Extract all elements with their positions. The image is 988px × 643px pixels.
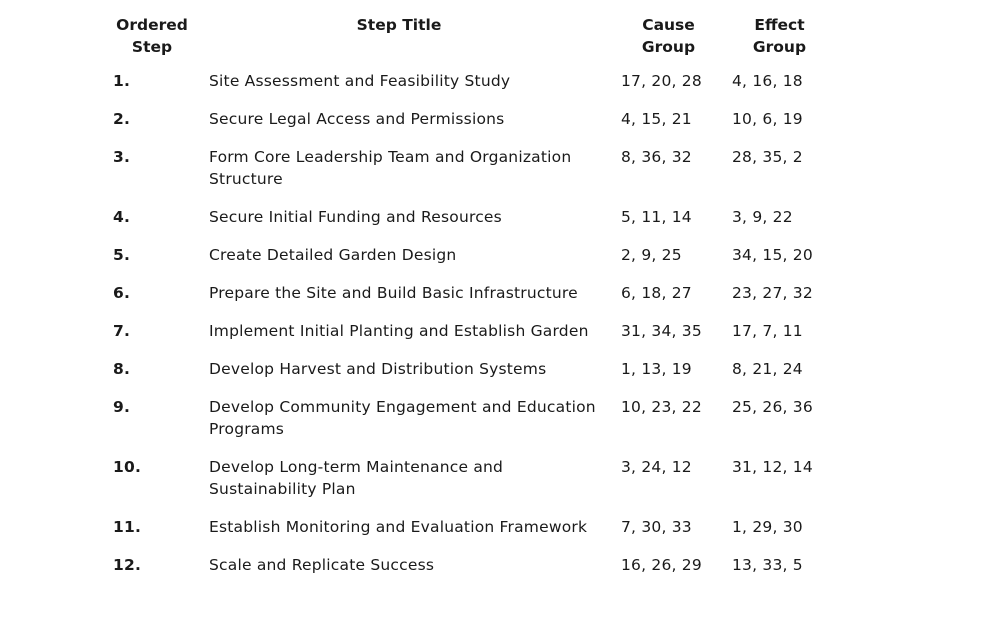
step-title-cell: Develop Long-term Maintenance and Sustainability Plan bbox=[209, 458, 504, 498]
cause-group-cell: 5, 11, 14 bbox=[621, 208, 692, 226]
header-effect-group-line-1: Effect bbox=[754, 16, 805, 34]
header-cause-group bbox=[613, 14, 724, 70]
header-effect-group bbox=[724, 14, 835, 70]
table-row bbox=[103, 206, 835, 244]
header-row bbox=[103, 14, 835, 70]
table-row bbox=[103, 70, 835, 108]
header-cause-group-line-1: Cause bbox=[642, 16, 695, 34]
ordered-step-cell: 4. bbox=[113, 208, 131, 226]
table-body bbox=[103, 70, 835, 592]
effect-group-cell: 3, 9, 22 bbox=[732, 208, 793, 226]
step-title-cell: Implement Initial Planting and Establish Garden bbox=[209, 322, 589, 340]
ordered-step-cell: 3. bbox=[113, 148, 131, 166]
step-title-cell: Create Detailed Garden Design bbox=[209, 246, 457, 264]
step-title-cell: Form Core Leadership Team and Organization Structure bbox=[209, 148, 572, 188]
step-title-cell: Establish Monitoring and Evaluation Framework bbox=[209, 518, 588, 536]
effect-group-cell: 31, 12, 14 bbox=[732, 458, 813, 476]
cause-group-cell: 1, 13, 19 bbox=[621, 360, 692, 378]
ordered-step-cell: 11. bbox=[113, 518, 142, 536]
header-step-title: Step Title bbox=[356, 16, 442, 34]
step-title-cell: Site Assessment and Feasibility Study bbox=[209, 72, 511, 90]
effect-group-cell: 1, 29, 30 bbox=[732, 518, 803, 536]
steps-table bbox=[103, 14, 835, 592]
table-row bbox=[103, 282, 835, 320]
table-row bbox=[103, 358, 835, 396]
table-row bbox=[103, 396, 835, 456]
ordered-step-cell: 5. bbox=[113, 246, 131, 264]
effect-group-cell: 8, 21, 24 bbox=[732, 360, 803, 378]
step-title-cell: Secure Legal Access and Permissions bbox=[209, 110, 505, 128]
cause-group-cell: 31, 34, 35 bbox=[621, 322, 702, 340]
cause-group-cell: 6, 18, 27 bbox=[621, 284, 692, 302]
cause-group-cell: 4, 15, 21 bbox=[621, 110, 692, 128]
header-cause-group-line-2: Group bbox=[641, 38, 696, 56]
ordered-step-cell: 6. bbox=[113, 284, 131, 302]
ordered-step-cell: 12. bbox=[113, 556, 142, 574]
effect-group-cell: 34, 15, 20 bbox=[732, 246, 813, 264]
table-header bbox=[103, 14, 835, 70]
cause-group-cell: 2, 9, 25 bbox=[621, 246, 682, 264]
effect-group-cell: 4, 16, 18 bbox=[732, 72, 803, 90]
effect-group-cell: 10, 6, 19 bbox=[732, 110, 803, 128]
ordered-step-cell: 9. bbox=[113, 398, 131, 416]
cause-group-cell: 3, 24, 12 bbox=[621, 458, 692, 476]
cause-group-cell: 16, 26, 29 bbox=[621, 556, 702, 574]
table-row bbox=[103, 146, 835, 206]
header-ordered-step bbox=[103, 14, 201, 70]
header-ordered-step-line-2: Step bbox=[131, 38, 173, 56]
cause-group-cell: 10, 23, 22 bbox=[621, 398, 702, 416]
effect-group-cell: 28, 35, 2 bbox=[732, 148, 803, 166]
step-title-cell: Scale and Replicate Success bbox=[209, 556, 435, 574]
table-row bbox=[103, 320, 835, 358]
ordered-step-cell: 1. bbox=[113, 72, 131, 90]
effect-group-cell: 25, 26, 36 bbox=[732, 398, 813, 416]
ordered-step-cell: 7. bbox=[113, 322, 131, 340]
effect-group-cell: 23, 27, 32 bbox=[732, 284, 813, 302]
cause-group-cell: 8, 36, 32 bbox=[621, 148, 692, 166]
effect-group-cell: 17, 7, 11 bbox=[732, 322, 803, 340]
table-row bbox=[103, 456, 835, 516]
table-row bbox=[103, 108, 835, 146]
table-row bbox=[103, 516, 835, 554]
cause-group-cell: 17, 20, 28 bbox=[621, 72, 702, 90]
ordered-step-cell: 8. bbox=[113, 360, 131, 378]
step-title-cell: Develop Harvest and Distribution Systems bbox=[209, 360, 547, 378]
header-ordered-step-line-1: Ordered bbox=[116, 16, 188, 34]
cause-group-cell: 7, 30, 33 bbox=[621, 518, 692, 536]
step-title-cell: Develop Community Engagement and Education Programs bbox=[209, 398, 596, 438]
effect-group-cell: 13, 33, 5 bbox=[732, 556, 803, 574]
ordered-step-cell: 2. bbox=[113, 110, 131, 128]
step-title-cell: Secure Initial Funding and Resources bbox=[209, 208, 502, 226]
step-title-cell: Prepare the Site and Build Basic Infrastructure bbox=[209, 284, 578, 302]
table-row bbox=[103, 554, 835, 592]
header-effect-group-line-2: Group bbox=[752, 38, 807, 56]
ordered-step-cell: 10. bbox=[113, 458, 142, 476]
table-row bbox=[103, 244, 835, 282]
